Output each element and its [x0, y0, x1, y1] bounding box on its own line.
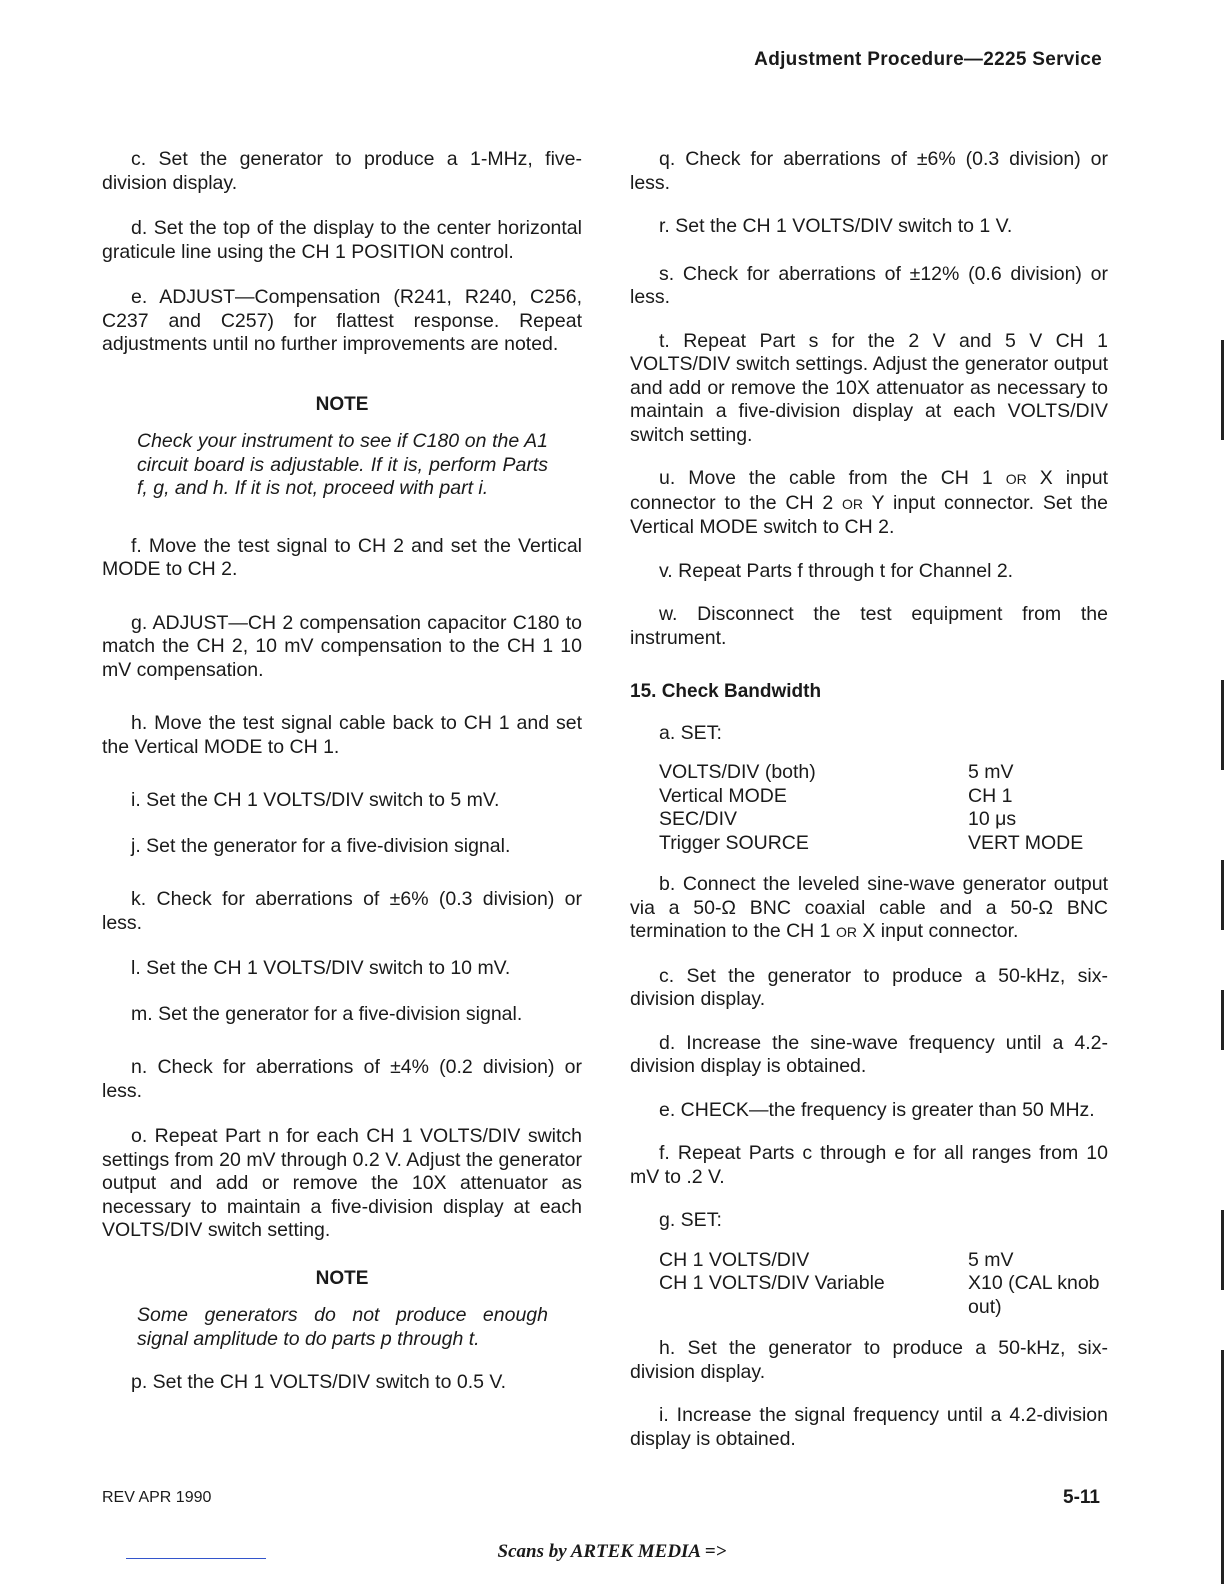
step-o: o. Repeat Part n for each CH 1 VOLTS/DIV switch settings from 20 mV through 0.2 V. Adjust the generator output and add or remove the 10X attenuator as necessary to maintain a five-division display at each VOLTS/DIV switch setting.: [102, 1125, 582, 1241]
step-w: w. Disconnect the test equipment from the instrument.: [630, 603, 1108, 649]
step-f-bandwidth: f. Repeat Parts c through e for all ranges from 10 mV to .2 V.: [630, 1142, 1108, 1188]
right-column: [630, 148, 1108, 1471]
step-b: b. Connect the leveled sine-wave generator output via a 50-Ω BNC coaxial cable and a 50-Ω BNC termination to the CH 1 OR X input connector.: [630, 873, 1108, 942]
settings-row: CH 1 VOLTS/DIV 5 mV: [659, 1248, 1014, 1271]
step-h-bandwidth: h. Set the generator to produce a 50-kHz, six-division display.: [630, 1337, 1108, 1383]
settings-row: VOLTS/DIV (both) 5 mV: [659, 761, 1014, 783]
page-header: Adjustment Procedure—2225 Service: [754, 49, 1102, 70]
set-a-label: a. SET:: [659, 721, 722, 744]
step-e-bandwidth: e. CHECK—the frequency is greater than 50 MHz.: [659, 1098, 1095, 1121]
settings-row: CH 1 VOLTS/DIV Variable X10 (CAL knob out): [659, 1272, 1100, 1318]
step-d: d. Set the top of the display to the center horizontal graticule line using the CH 1 POSITION control.: [102, 217, 582, 263]
step-n: n. Check for aberrations of ±4% (0.2 division) or less.: [102, 1056, 582, 1102]
step-d-bandwidth: d. Increase the sine-wave frequency until a 4.2-division display is obtained.: [630, 1031, 1108, 1077]
step-c-bandwidth: c. Set the generator to produce a 50-kHz, six-division display.: [630, 964, 1108, 1010]
scan-credit: Scans by ARTEK MEDIA =>: [497, 1541, 727, 1562]
note-text-2: Some generators do not produce enough signal amplitude to do parts p through t.: [137, 1304, 548, 1350]
step-t: t. Repeat Part s for the 2 V and 5 V CH 1 VOLTS/DIV switch settings. Adjust the generator output and add or remove the 10X attenuator as necessary to maintain a five-division display at each VOLTS/DIV switch setting.: [630, 329, 1108, 446]
step-k: k. Check for aberrations of ±6% (0.3 division) or less.: [102, 888, 582, 934]
step-r: r. Set the CH 1 VOLTS/DIV switch to 1 V.: [659, 215, 1013, 237]
divider: [126, 1558, 266, 1559]
step-i-bandwidth: i. Increase the signal frequency until a 4.2-division display is obtained.: [630, 1404, 1108, 1450]
step-u: u. Move the cable from the CH 1 OR X input connector to the CH 2 OR Y input connector. Set the Vertical MODE switch to CH 2.: [630, 467, 1109, 538]
section-heading-15: 15. Check Bandwidth: [630, 681, 822, 702]
step-j: j. Set the generator for a five-division signal.: [131, 834, 511, 857]
set-g-label: g. SET:: [659, 1209, 722, 1231]
settings-table-a: [659, 761, 1108, 855]
step-m: m. Set the generator for a five-division signal.: [131, 1002, 523, 1025]
note-title: NOTE: [315, 393, 369, 415]
note-text: Check your instrument to see if C180 on the A1 circuit board is adjustable. If it is, perform Parts f, g, and h. If it is not, proceed with part i.: [137, 430, 548, 499]
settings-row: Trigger SOURCE VERT MODE: [659, 831, 1084, 854]
step-f: f. Move the test signal to CH 2 and set the Vertical MODE to CH 2.: [102, 534, 582, 580]
note-title-2: NOTE: [315, 1267, 369, 1289]
revision-date: REV APR 1990: [102, 1489, 212, 1506]
left-column: [102, 148, 582, 1417]
step-g: g. ADJUST—CH 2 compensation capacitor C180 to match the CH 2, 10 mV compensation to the CH 1 10 mV compensation.: [102, 611, 582, 681]
step-h: h. Move the test signal cable back to CH 1 and set the Vertical MODE to CH 1.: [102, 712, 582, 758]
step-s: s. Check for aberrations of ±12% (0.6 division) or less.: [630, 262, 1108, 308]
step-c: c. Set the generator to produce a 1-MHz, five-division display.: [102, 148, 582, 194]
page-number: 5-11: [1063, 1487, 1100, 1508]
step-q: q. Check for aberrations of ±6% (0.3 division) or less.: [630, 148, 1108, 194]
settings-row: Vertical MODE CH 1: [659, 784, 1013, 807]
step-e: e. ADJUST—Compensation (R241, R240, C256, C237 and C257) for flattest response. Repeat adjustments until no further improvements are noted.: [102, 286, 582, 355]
step-v: v. Repeat Parts f through t for Channel 2.: [659, 559, 1014, 582]
settings-row: SEC/DIV 10 μs: [659, 808, 1017, 830]
settings-table-g: [659, 1249, 1108, 1320]
step-p: p. Set the CH 1 VOLTS/DIV switch to 0.5 V.: [131, 1371, 507, 1393]
step-i: i. Set the CH 1 VOLTS/DIV switch to 5 mV.: [131, 789, 500, 811]
step-l: l. Set the CH 1 VOLTS/DIV switch to 10 mV.: [131, 957, 511, 979]
